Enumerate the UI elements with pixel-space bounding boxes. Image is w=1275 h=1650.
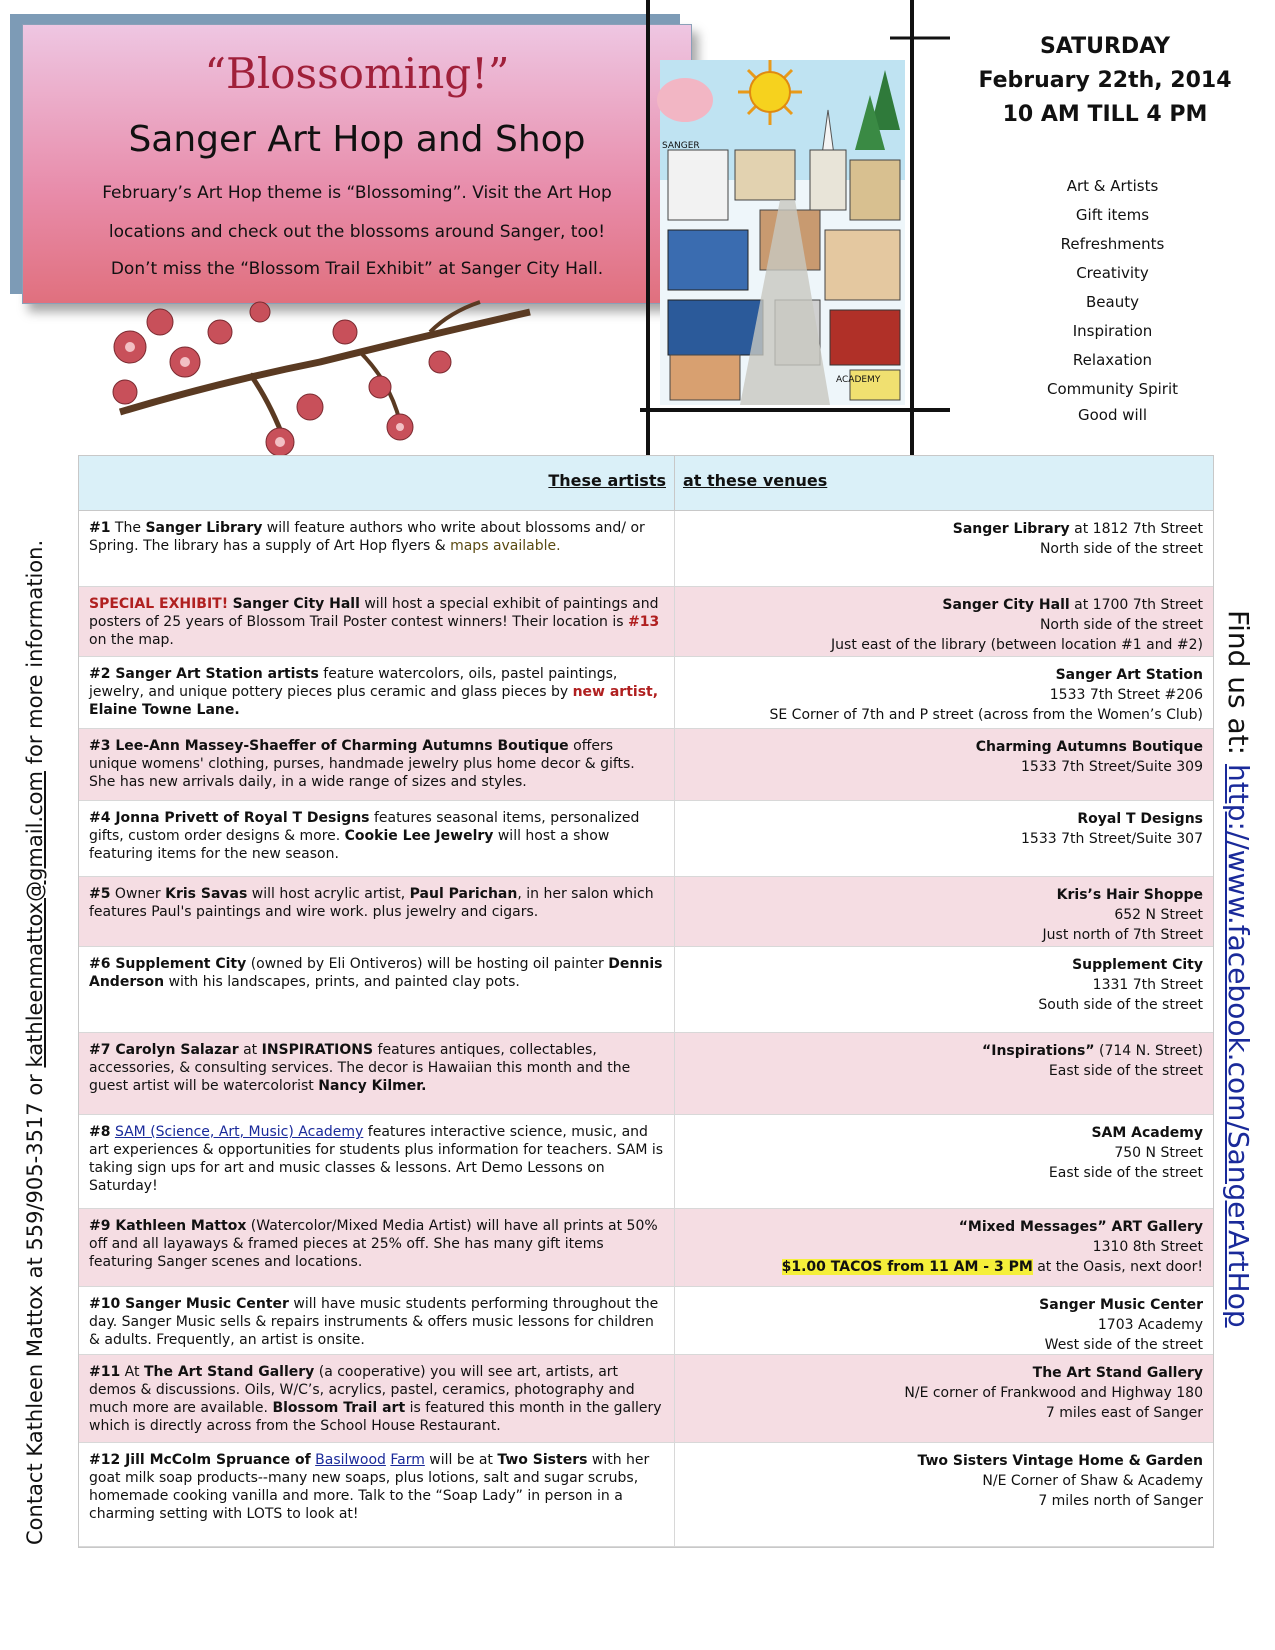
- venue-cell: [675, 511, 1213, 586]
- header-line-3: Don’t miss the “Blossom Trail Exhibit” at Sanger City Hall.: [110, 259, 604, 279]
- artist-cell: [79, 947, 675, 1032]
- text-segment: Paul Parichan: [409, 886, 518, 902]
- find-us: [1218, 610, 1258, 1560]
- text-segment: The: [110, 520, 146, 536]
- venue-line: [685, 905, 1203, 925]
- text-segment: N/E corner of Frankwood and Highway 180: [904, 1385, 1203, 1401]
- table-header: [79, 456, 1213, 511]
- text-segment: At: [120, 1364, 144, 1380]
- venue-cell: [675, 587, 1213, 656]
- text-segment: East side of the street: [1048, 1063, 1203, 1079]
- text-segment: will have music students performing throughout the day. Sanger Music sells & repairs instruments & offers music lessons for children & adults. Frequently, an artist is onsite.: [89, 1296, 659, 1348]
- table-row: [79, 1209, 1213, 1287]
- text-segment: Owner: [110, 886, 166, 902]
- text-segment: “Inspirations”: [982, 1043, 1095, 1059]
- text-segment: INSPIRATIONS: [261, 1042, 374, 1058]
- feature-item: Art & Artists: [1066, 177, 1159, 195]
- text-segment: #7 Carolyn Salazar: [89, 1042, 239, 1058]
- text-segment: #11: [89, 1364, 121, 1380]
- header-line-1: February’s Art Hop theme is “Blossoming”. Visit the Art Hop: [102, 183, 612, 203]
- facebook-link[interactable]: http://www.facebook.com/SangerArtHop: [1222, 763, 1255, 1328]
- text-segment: Royal T Designs: [1077, 811, 1203, 827]
- text-segment: Sanger Music Center: [1039, 1297, 1203, 1313]
- venue-line: [685, 1471, 1203, 1491]
- text-segment: The Art Stand Gallery: [1032, 1365, 1203, 1381]
- venue-line: [685, 1403, 1203, 1423]
- feature-item: Gift items: [1075, 206, 1150, 224]
- venue-line: [685, 1315, 1203, 1335]
- poster-label-sanger: SANGER: [662, 141, 700, 151]
- table-row: [79, 1443, 1213, 1547]
- venue-cell: [675, 877, 1213, 946]
- venue-line: [685, 955, 1203, 975]
- text-segment: Cookie Lee Jewelry: [344, 828, 494, 844]
- venue-cell: [675, 801, 1213, 876]
- venue-cell: [675, 947, 1213, 1032]
- venue-link[interactable]: SAM (Science, Art, Music) Academy: [114, 1124, 364, 1140]
- text-segment: Sanger City Hall: [942, 597, 1070, 613]
- text-segment: will host a show featuring items for the new season.: [89, 828, 610, 862]
- venue-line: [685, 1383, 1203, 1403]
- event-day: SATURDAY: [1039, 34, 1171, 59]
- venue-line: [685, 615, 1203, 635]
- table-row: [79, 511, 1213, 587]
- text-segment: Sanger Library: [145, 520, 263, 536]
- venue-cell: [675, 1287, 1213, 1354]
- text-segment: , in her salon which features Paul's paintings and wire work. plus jewelry and cigars.: [89, 886, 654, 920]
- text-segment: is featured this month in the gallery which is directly across from the School House Restaurant.: [89, 1400, 662, 1434]
- venue-line: [685, 685, 1203, 705]
- header-venues: at these venues: [683, 471, 828, 490]
- table-row: [79, 801, 1213, 877]
- contact-info: [17, 539, 53, 1545]
- venue-cell: [675, 729, 1213, 800]
- text-segment: will be at: [424, 1452, 498, 1468]
- text-segment: SE Corner of 7th and P street (across from the Women’s Club): [769, 707, 1203, 723]
- text-segment: Kris Savas: [165, 886, 248, 902]
- venue-line: [685, 665, 1203, 685]
- venue-line: [685, 1123, 1203, 1143]
- table-row: [79, 657, 1213, 729]
- table-row: [79, 947, 1213, 1033]
- event-title: “Blossoming!”: [204, 49, 510, 98]
- text-segment: South side of the street: [1038, 997, 1203, 1013]
- table-row: [79, 877, 1213, 947]
- text-segment: with her goat milk soap products--many new soaps, plus lotions, salt and sugar scrubs, homemade cooking vanilla and more. Talk to the “Soap Lady” in person in a charming setting with LOTS to look at!: [89, 1452, 650, 1522]
- contact-prefix: Contact Kathleen Mattox at 559/905-3517 or: [23, 1067, 47, 1545]
- text-segment: 1533 7th Street #206: [1049, 687, 1203, 703]
- text-segment: Dennis Anderson: [89, 956, 663, 990]
- text-segment: at 1812 7th Street: [1069, 521, 1203, 537]
- text-segment: West side of the street: [1044, 1337, 1203, 1353]
- text-segment: 1533 7th Street/Suite 309: [1021, 759, 1203, 775]
- artist-cell: [79, 1443, 675, 1546]
- text-segment: Elaine Towne Lane.: [89, 702, 240, 718]
- poster-label-academy: ACADEMY: [836, 375, 881, 385]
- text-segment: Just north of 7th Street: [1042, 927, 1203, 943]
- venue-line: [685, 705, 1203, 725]
- feature-item: Good will: [1077, 406, 1148, 424]
- venue-line: [685, 595, 1203, 615]
- artist-cell: [79, 657, 675, 728]
- text-segment: at 1700 7th Street: [1069, 597, 1203, 613]
- text-segment: SAM Academy: [1091, 1125, 1203, 1141]
- header-artists: These artists: [79, 456, 675, 510]
- header-box: [22, 24, 692, 304]
- text-segment: N/E Corner of Shaw & Academy: [982, 1473, 1203, 1489]
- venue-cell: [675, 1033, 1213, 1114]
- venue-cell: [675, 1443, 1213, 1546]
- text-segment: (714 N. Street): [1094, 1043, 1203, 1059]
- text-segment: North side of the street: [1039, 617, 1203, 633]
- venue-line: [685, 1335, 1203, 1355]
- text-segment: #2 Sanger Art Station artists: [89, 666, 319, 682]
- venue-line: [685, 1257, 1203, 1277]
- artist-cell: [79, 587, 675, 656]
- event-details: [955, 30, 1255, 132]
- contact-suffix: for more information.: [23, 539, 47, 772]
- text-segment: features seasonal items, personalized gifts, custom order designs & more.: [89, 810, 640, 844]
- venue-line: [685, 539, 1203, 559]
- text-segment: Just east of the library (between location #1 and #2): [831, 637, 1203, 653]
- town-poster-image: [640, 0, 950, 460]
- text-segment: Kris’s Hair Shoppe: [1056, 887, 1203, 903]
- venue-line: [685, 1143, 1203, 1163]
- venue-link[interactable]: Farm: [390, 1452, 425, 1468]
- text-segment: on the map.: [89, 632, 174, 648]
- venue-line: [685, 885, 1203, 905]
- text-segment: features antiques, collectables, accessories, & consulting services. The decor is Hawaiian this month and the guest artist will be watercolorist: [89, 1042, 631, 1094]
- text-segment: 1331 7th Street: [1092, 977, 1203, 993]
- text-segment: #9 Kathleen Mattox: [89, 1218, 247, 1234]
- venue-line: [685, 1163, 1203, 1183]
- table-row: [79, 1033, 1213, 1115]
- event-time: 10 AM TILL 4 PM: [1002, 102, 1208, 127]
- text-segment: Charming Autumns Boutique: [975, 739, 1203, 755]
- venue-line: [685, 1451, 1203, 1471]
- text-segment: (Watercolor/Mixed Media Artist) will have all prints at 50% off and all layaways & framed pieces at 25% off. She has many gift items featuring Sanger scenes and locations.: [89, 1218, 658, 1270]
- venue-line: [685, 995, 1203, 1015]
- text-segment: Supplement City: [1072, 957, 1203, 973]
- artist-cell: [79, 801, 675, 876]
- artist-cell: [79, 1033, 675, 1114]
- table-body: [79, 511, 1213, 1547]
- table-row: [79, 1115, 1213, 1209]
- venue-line: [685, 757, 1203, 777]
- venue-line: [685, 635, 1203, 655]
- artist-cell: [79, 1287, 675, 1354]
- artist-cell: [79, 1355, 675, 1442]
- event-subtitle: Sanger Art Hop and Shop: [128, 119, 586, 160]
- header-line-2: locations and check out the blossoms around Sanger, too!: [108, 222, 606, 242]
- text-segment: #6 Supplement City: [89, 956, 247, 972]
- text-segment: feature watercolors, oils, pastel paintings, jewelry, and unique pottery pieces plus ceramic and glass pieces by: [89, 666, 618, 700]
- text-segment: at: [238, 1042, 262, 1058]
- text-segment: maps available.: [450, 538, 561, 554]
- text-segment: 1703 Academy: [1097, 1317, 1203, 1333]
- venue-link[interactable]: Basilwood: [315, 1452, 386, 1468]
- venue-line: [685, 519, 1203, 539]
- text-segment: The Art Stand Gallery: [143, 1364, 315, 1380]
- artist-cell: [79, 729, 675, 800]
- venue-cell: [675, 1115, 1213, 1208]
- venue-line: [685, 829, 1203, 849]
- text-segment: Two Sisters: [497, 1452, 588, 1468]
- venue-line: [685, 1217, 1203, 1237]
- venue-cell: [675, 1355, 1213, 1442]
- text-segment: with his landscapes, prints, and painted clay pots.: [164, 974, 520, 990]
- venue-line: [685, 809, 1203, 829]
- text-segment: #13: [628, 614, 660, 630]
- text-segment: “Mixed Messages” ART Gallery: [958, 1219, 1203, 1235]
- text-segment: North side of the street: [1039, 541, 1203, 557]
- find-us-label: Find us at:: [1222, 610, 1255, 764]
- text-segment: (owned by Eli Ontiveros) will be hosting oil painter: [246, 956, 609, 972]
- venue-cell: [675, 1209, 1213, 1286]
- contact-email-link[interactable]: kathleenmattox@gmail.com: [23, 771, 47, 1068]
- text-segment: new artist,: [572, 684, 659, 700]
- feature-item: Relaxation: [1072, 351, 1153, 369]
- venue-line: [685, 1363, 1203, 1383]
- text-segment: #12 Jill McColm Spruance of: [89, 1452, 311, 1468]
- venue-line: [685, 975, 1203, 995]
- text-segment: will host a special exhibit of paintings and posters of 25 years of Blossom Trail Poster contest winners! Their location is: [89, 596, 659, 630]
- text-segment: 1533 7th Street/Suite 307: [1021, 831, 1203, 847]
- text-segment: Blossom Trail art: [272, 1400, 406, 1416]
- blossom-branch-image: [100, 292, 540, 472]
- venue-cell: [675, 657, 1213, 728]
- text-segment: 7 miles east of Sanger: [1045, 1405, 1203, 1421]
- text-segment: Nancy Kilmer.: [318, 1078, 427, 1094]
- text-segment: #8: [89, 1124, 111, 1140]
- venue-table: [78, 455, 1214, 1548]
- text-segment: 652 N Street: [1114, 907, 1203, 923]
- text-segment: (a cooperative) you will see art, artists, art demos & discussions. Oils, W/C’s, acrylics, pastel, ceramics, photography and much more are available.: [89, 1364, 635, 1416]
- text-segment: Sanger Library: [952, 521, 1070, 537]
- artist-cell: [79, 877, 675, 946]
- text-segment: features interactive science, music, and art experiences & opportunities for students plus information for teachers. SAM is taking sign ups for art and music classes & lessons. Art Demo Lessons on Saturday!: [89, 1124, 664, 1194]
- venue-line: [685, 1041, 1203, 1061]
- text-segment: #5: [89, 886, 111, 902]
- text-segment: will feature authors who write about blossoms and/ or Spring. The library has a supply of Art Hop flyers &: [89, 520, 645, 554]
- text-segment: Two Sisters Vintage Home & Garden: [917, 1453, 1203, 1469]
- table-row: [79, 1355, 1213, 1443]
- text-segment: 1310 8th Street: [1092, 1239, 1203, 1255]
- text-segment: #10 Sanger Music Center: [89, 1296, 289, 1312]
- text-segment: East side of the street: [1048, 1165, 1203, 1181]
- text-segment: will host acrylic artist,: [247, 886, 410, 902]
- text-segment: at the Oasis, next door!: [1032, 1259, 1203, 1275]
- table-row: [79, 729, 1213, 801]
- venue-line: [685, 737, 1203, 757]
- text-segment: offers unique womens' clothing, purses, handmade jewelry plus home decor & gifts. She has new arrivals daily, in a wide range of sizes and styles.: [89, 738, 635, 790]
- artist-cell: [79, 511, 675, 586]
- feature-item: Creativity: [1076, 264, 1149, 282]
- venue-line: [685, 1061, 1203, 1081]
- table-row: [79, 1287, 1213, 1355]
- features-list: [1030, 172, 1195, 430]
- text-segment: #1: [89, 520, 111, 536]
- text-segment: SPECIAL EXHIBIT!: [89, 596, 229, 612]
- text-segment: $1.00 TACOS from 11 AM - 3 PM: [781, 1259, 1033, 1275]
- venue-line: [685, 1295, 1203, 1315]
- artist-cell: [79, 1115, 675, 1208]
- text-segment: #4 Jonna Privett of Royal T Designs: [89, 810, 370, 826]
- table-row: [79, 587, 1213, 657]
- text-segment: #3 Lee-Ann Massey-Shaeffer of Charming Autumns Boutique: [89, 738, 569, 754]
- venue-line: [685, 1237, 1203, 1257]
- text-segment: 7 miles north of Sanger: [1038, 1493, 1203, 1509]
- text-segment: Sanger City Hall: [232, 596, 360, 612]
- feature-item: Community Spirit: [1046, 380, 1178, 398]
- feature-item: Beauty: [1086, 293, 1139, 311]
- event-date: February 22th, 2014: [978, 68, 1232, 93]
- text-segment: 750 N Street: [1114, 1145, 1203, 1161]
- feature-item: Inspiration: [1072, 322, 1153, 340]
- feature-item: Refreshments: [1060, 235, 1165, 253]
- venue-line: [685, 1491, 1203, 1511]
- text-segment: Sanger Art Station: [1055, 667, 1203, 683]
- venue-line: [685, 925, 1203, 945]
- artist-cell: [79, 1209, 675, 1286]
